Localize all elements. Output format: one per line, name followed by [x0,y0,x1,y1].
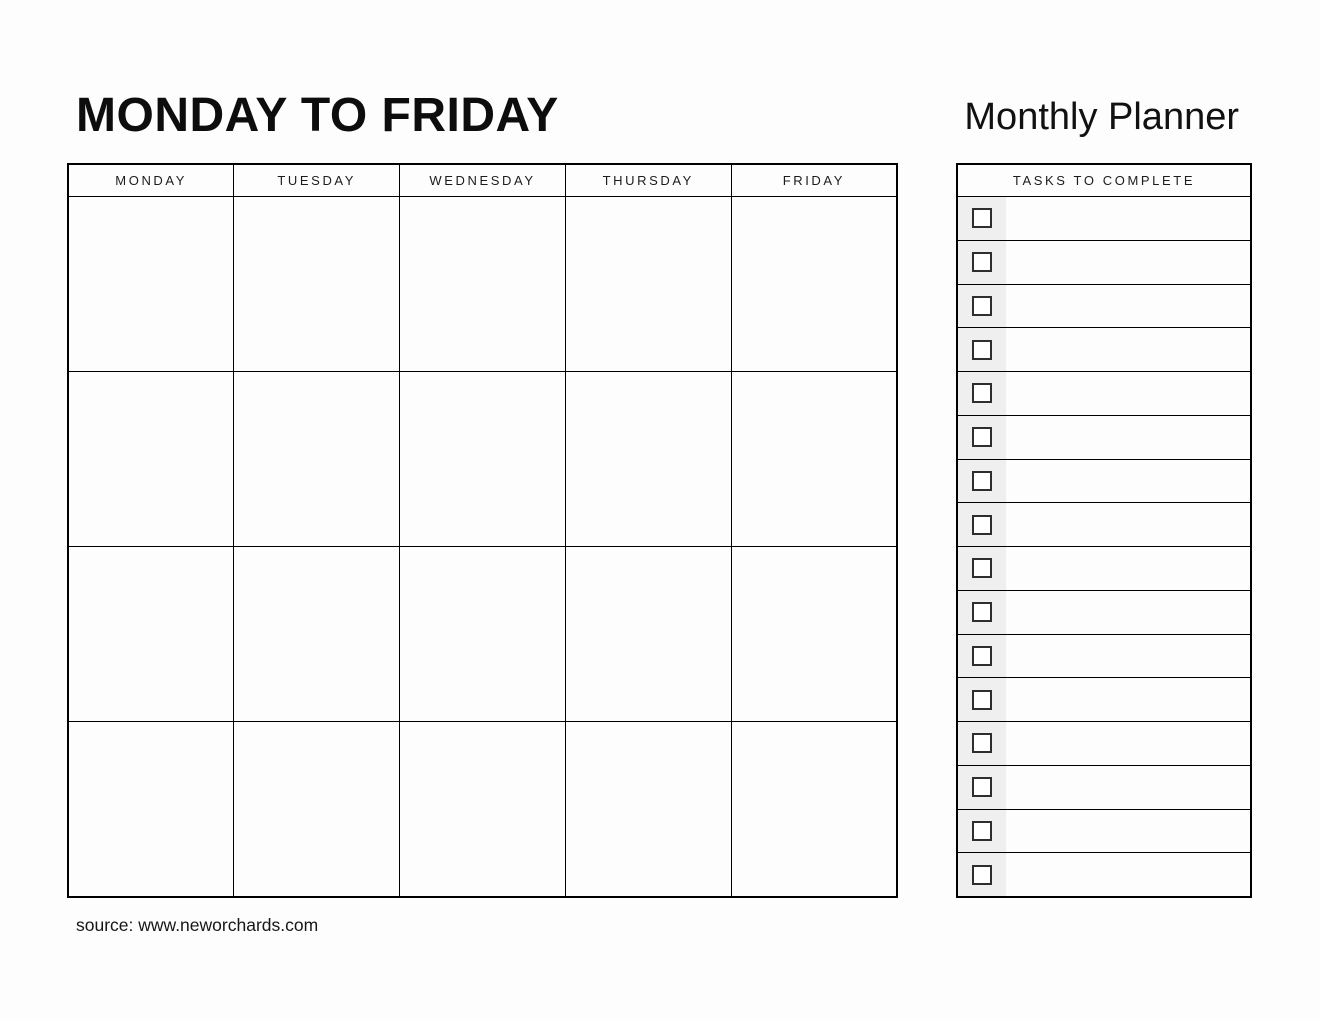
task-checkbox[interactable] [972,558,992,578]
task-row-8 [958,503,1250,547]
task-checkbox[interactable] [972,602,992,622]
day-cell-monday-week1[interactable] [68,196,234,371]
task-label-area[interactable] [1006,328,1250,371]
task-checkbox-cell [958,416,1006,459]
day-cell-monday-week4[interactable] [68,722,234,897]
task-checkbox[interactable] [972,733,992,753]
tasks-panel [956,163,1252,898]
day-cell-tuesday-week4[interactable] [234,722,400,897]
task-checkbox-cell [958,810,1006,853]
day-cell-thursday-week2[interactable] [565,371,731,546]
week-grid [67,163,898,898]
day-cell-friday-week1[interactable] [731,196,897,371]
task-checkbox[interactable] [972,208,992,228]
day-header-monday: MONDAY [68,164,234,196]
day-cell-friday-week4[interactable] [731,722,897,897]
task-checkbox[interactable] [972,777,992,797]
task-label-area[interactable] [1006,810,1250,853]
week-grid-header [68,164,897,196]
day-cell-friday-week3[interactable] [731,547,897,722]
task-label-area[interactable] [1006,722,1250,765]
task-checkbox-cell [958,547,1006,590]
task-label-area[interactable] [1006,197,1250,240]
task-checkbox[interactable] [972,471,992,491]
day-header-wednesday: WEDNESDAY [400,164,566,196]
task-row-9 [958,547,1250,591]
source-text: source: www.neworchards.com [76,915,319,935]
task-checkbox-cell [958,591,1006,634]
task-checkbox-cell [958,722,1006,765]
task-label-area[interactable] [1006,372,1250,415]
week-row-1 [68,196,897,371]
task-checkbox-cell [958,285,1006,328]
day-cell-monday-week2[interactable] [68,371,234,546]
task-checkbox-cell [958,853,1006,896]
task-label-area[interactable] [1006,503,1250,546]
task-row-3 [958,285,1250,329]
day-cell-thursday-week1[interactable] [565,196,731,371]
task-checkbox-cell [958,328,1006,371]
task-label-area[interactable] [1006,853,1250,896]
day-cell-thursday-week3[interactable] [565,547,731,722]
task-label-area[interactable] [1006,678,1250,721]
task-label-area[interactable] [1006,416,1250,459]
task-row-7 [958,460,1250,504]
task-row-10 [958,591,1250,635]
task-row-6 [958,416,1250,460]
task-row-1 [958,197,1250,241]
task-row-11 [958,635,1250,679]
task-row-4 [958,328,1250,372]
day-header-tuesday: TUESDAY [234,164,400,196]
task-checkbox[interactable] [972,515,992,535]
task-checkbox-cell [958,635,1006,678]
task-row-15 [958,810,1250,854]
task-checkbox[interactable] [972,252,992,272]
task-row-14 [958,766,1250,810]
day-cell-wednesday-week3[interactable] [400,547,566,722]
task-checkbox[interactable] [972,646,992,666]
task-label-area[interactable] [1006,766,1250,809]
week-row-4 [68,722,897,897]
task-checkbox[interactable] [972,383,992,403]
task-checkbox-cell [958,372,1006,415]
task-label-area[interactable] [1006,547,1250,590]
day-cell-wednesday-week4[interactable] [400,722,566,897]
day-cell-tuesday-week2[interactable] [234,371,400,546]
task-checkbox-cell [958,678,1006,721]
task-checkbox[interactable] [972,865,992,885]
task-checkbox-cell [958,241,1006,284]
week-row-2 [68,371,897,546]
day-cell-thursday-week4[interactable] [565,722,731,897]
day-cell-tuesday-week3[interactable] [234,547,400,722]
task-label-area[interactable] [1006,460,1250,503]
task-row-2 [958,241,1250,285]
task-checkbox[interactable] [972,296,992,316]
page-title: MONDAY TO FRIDAY [76,89,559,142]
task-checkbox[interactable] [972,821,992,841]
week-grid-body [68,196,897,897]
task-checkbox-cell [958,197,1006,240]
task-label-area[interactable] [1006,591,1250,634]
tasks-panel-header: TASKS TO COMPLETE [958,165,1250,197]
task-checkbox-cell [958,503,1006,546]
task-checkbox-cell [958,766,1006,809]
day-cell-tuesday-week1[interactable] [234,196,400,371]
page-subtitle: Monthly Planner [964,96,1239,138]
task-checkbox[interactable] [972,427,992,447]
day-header-friday: FRIDAY [731,164,897,196]
day-header-thursday: THURSDAY [565,164,731,196]
task-label-area[interactable] [1006,241,1250,284]
tasks-list [958,197,1250,896]
task-row-12 [958,678,1250,722]
task-label-area[interactable] [1006,635,1250,678]
task-checkbox-cell [958,460,1006,503]
week-row-3 [68,547,897,722]
task-checkbox[interactable] [972,690,992,710]
task-label-area[interactable] [1006,285,1250,328]
day-cell-friday-week2[interactable] [731,371,897,546]
task-row-5 [958,372,1250,416]
day-cell-wednesday-week2[interactable] [400,371,566,546]
week-grid-header-row [68,164,897,196]
day-cell-wednesday-week1[interactable] [400,196,566,371]
task-row-16 [958,853,1250,896]
day-cell-monday-week3[interactable] [68,547,234,722]
task-row-13 [958,722,1250,766]
task-checkbox[interactable] [972,340,992,360]
